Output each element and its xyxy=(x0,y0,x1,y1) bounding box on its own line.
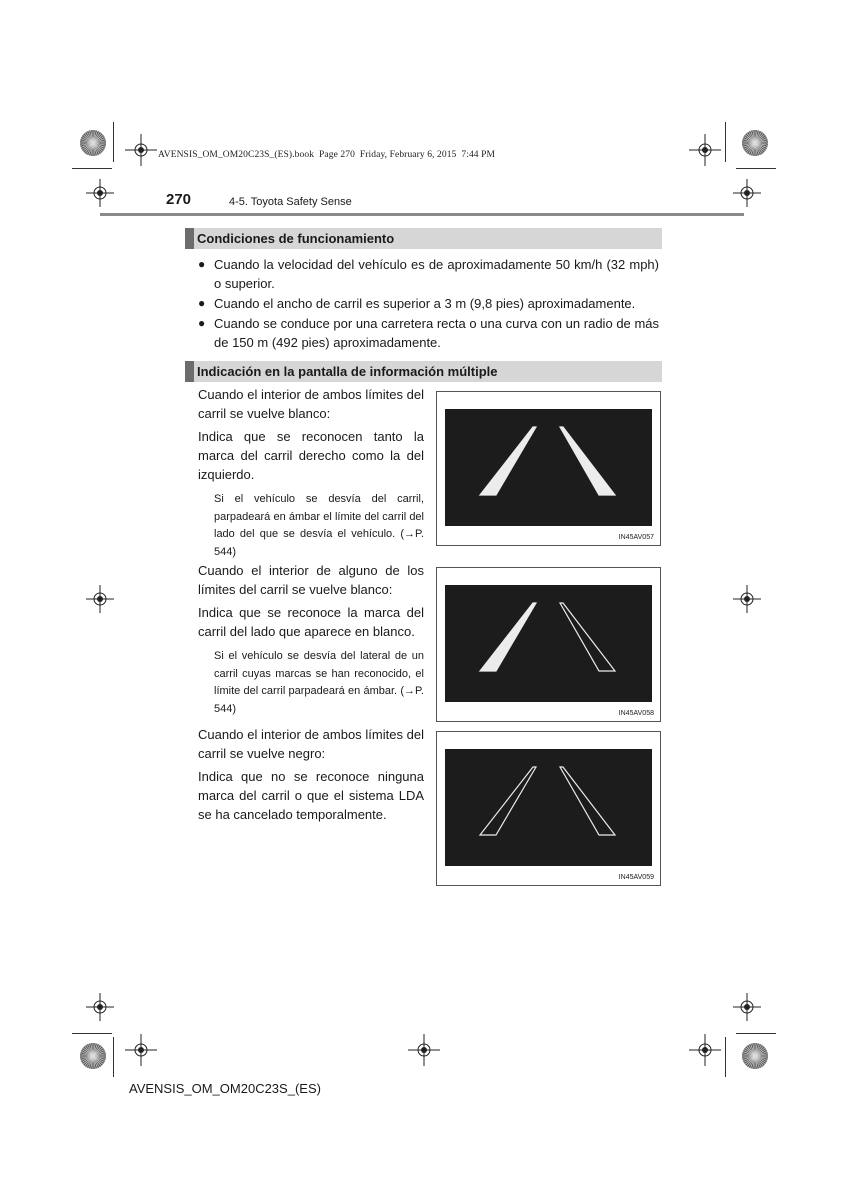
page-number: 270 xyxy=(166,191,192,208)
registration-crosshair xyxy=(733,179,761,207)
block-note: Si el vehículo se desvía del lateral de un carril cuyas marcas se han reconocido, el límite del carril parpadeará en ámbar. (→P. 544) xyxy=(214,650,424,715)
book-page: Page 270 xyxy=(319,150,355,160)
crop-line xyxy=(113,1037,114,1077)
figure-one-lane-white xyxy=(436,567,661,722)
left-lane-mark xyxy=(480,603,536,671)
display-block-1 xyxy=(198,385,424,561)
registration-crosshair xyxy=(86,179,114,207)
block-lead: Cuando el interior de alguno de los límites del carril se vuelve blanco: xyxy=(198,563,424,597)
footer-code: AVENSIS_OM_OM20C23S_(ES) xyxy=(129,1081,321,1096)
list-item: ● Cuando la velocidad del vehículo es de aproximadamente 50 km/h (32 mph) o superior. xyxy=(198,255,659,293)
block-body: Indica que se reconoce la marca del carril del lado que aparece en blanco. xyxy=(198,605,424,639)
registration-starburst xyxy=(79,129,107,157)
crop-line xyxy=(736,168,776,169)
registration-starburst xyxy=(741,129,769,157)
lane-diagram xyxy=(445,409,652,526)
registration-crosshair xyxy=(125,134,157,166)
crop-line xyxy=(725,122,726,162)
block-lead: Cuando el interior de ambos límites del carril se vuelve negro: xyxy=(198,727,424,761)
block-note: Si el vehículo se desvía del carril, parpadeará en ámbar el límite del carril del lado del que se desvía el vehículo. (→P. 544) xyxy=(214,493,424,558)
lane-diagram xyxy=(445,749,652,866)
list-item: ● Cuando se conduce por una carretera recta o una curva con un radio de más de 150 m (492 pies) aproximadamente. xyxy=(198,314,659,352)
figure-both-lanes-white xyxy=(436,391,661,546)
registration-crosshair xyxy=(733,585,761,613)
list-item: ● Cuando el ancho de carril es superior a 3 m (9,8 pies) aproximadamente. xyxy=(198,294,659,313)
registration-crosshair xyxy=(733,993,761,1021)
display-block-3 xyxy=(198,725,424,824)
display-screen xyxy=(445,749,652,866)
block-lead: Cuando el interior de ambos límites del carril se vuelve blanco: xyxy=(198,387,424,421)
display-screen xyxy=(445,585,652,702)
display-screen xyxy=(445,409,652,526)
block-body: Indica que no se reconoce ninguna marca del carril o que el sistema LDA se ha cancelado temporalmente. xyxy=(198,769,424,822)
registration-starburst xyxy=(741,1042,769,1070)
right-lane-mark xyxy=(560,603,615,671)
right-lane-mark xyxy=(560,427,615,495)
registration-crosshair xyxy=(125,1034,157,1066)
registration-crosshair xyxy=(86,585,114,613)
crop-line xyxy=(736,1033,776,1034)
section-title: 4-5. Toyota Safety Sense xyxy=(229,196,352,208)
conditions-list xyxy=(198,255,659,353)
registration-crosshair xyxy=(86,993,114,1021)
book-date: Friday, February 6, 2015 xyxy=(359,150,457,160)
figure-code: IN45AV058 xyxy=(618,710,654,717)
block-body: Indica que se reconocen tanto la marca del carril derecho como la del izquierdo. xyxy=(198,429,424,482)
registration-crosshair xyxy=(689,134,721,166)
crop-line xyxy=(72,1033,112,1034)
left-lane-mark xyxy=(480,767,536,835)
header-rule xyxy=(100,213,744,216)
figure-no-lane-recognized xyxy=(436,731,661,886)
section-heading-conditions: Condiciones de funcionamiento xyxy=(185,228,662,249)
section-heading-display: Indicación en la pantalla de información múltiple xyxy=(185,361,662,382)
registration-starburst xyxy=(79,1042,107,1070)
lane-diagram xyxy=(445,585,652,702)
right-lane-mark xyxy=(560,767,615,835)
book-file: AVENSIS_OM_OM20C23S_(ES).book xyxy=(158,150,315,160)
book-header xyxy=(158,150,495,160)
left-lane-mark xyxy=(480,427,536,495)
book-time: 7:44 PM xyxy=(461,150,496,160)
crop-line xyxy=(113,122,114,162)
display-block-2 xyxy=(198,561,424,718)
figure-code: IN45AV057 xyxy=(618,534,654,541)
crop-line xyxy=(725,1037,726,1077)
registration-crosshair xyxy=(689,1034,721,1066)
registration-crosshair xyxy=(408,1034,440,1066)
figure-code: IN45AV059 xyxy=(618,874,654,881)
crop-line xyxy=(72,168,112,169)
